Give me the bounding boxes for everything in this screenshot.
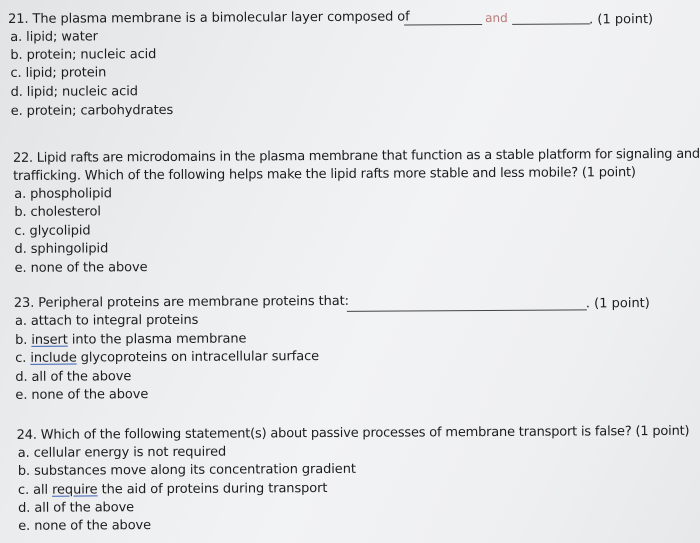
q21-option-d: d. lipid; nucleic acid xyxy=(10,84,138,100)
q24-option-c xyxy=(18,481,327,498)
q23-option-c xyxy=(15,349,319,366)
q22-option-e: e. none of the above xyxy=(14,260,148,276)
q22-option-d: d. sphingolipid xyxy=(14,241,109,257)
q21-stem: 21. The plasma membrane is a bimolecular layer composed of xyxy=(8,9,410,27)
q23-points: . (1 point) xyxy=(585,296,650,312)
q22-option-c: c. glycolipid xyxy=(14,223,91,239)
q24-option-d: d. all of the above xyxy=(18,500,135,516)
q21-blank-1[interactable] xyxy=(404,24,482,25)
q22-stem-line-2: trafficking. Which of the following helps make the lipid rafts more stable and less mobile? (1 point) xyxy=(13,165,636,184)
q23-option-c-rest: glycoproteins on intracellular surface xyxy=(76,349,320,366)
q23-option-e: e. none of the above xyxy=(15,387,149,403)
q23-option-b-prefix: b. xyxy=(15,332,32,348)
q22-option-a: a. phospholipid xyxy=(14,186,112,202)
q23-option-d: d. all of the above xyxy=(15,369,132,385)
q21-points: . (1 point) xyxy=(589,12,654,28)
q21-option-e: e. protein; carbohydrates xyxy=(10,102,174,119)
q24-stem: 24. Which of the following statement(s) about passive processes of membrane transport is false? (1 point) xyxy=(16,423,690,443)
q23-option-c-underlined-word: include xyxy=(30,350,77,366)
q24-option-e: e. none of the above xyxy=(18,518,152,534)
q22-option-b: b. cholesterol xyxy=(14,204,101,220)
q22-stem-line-1: 22. Lipid rafts are microdomains in the plasma membrane that function as a stable platform for signaling and xyxy=(12,146,700,166)
q21-option-b: b. protein; nucleic acid xyxy=(10,47,157,63)
q24-option-c-underlined-word: require xyxy=(51,482,98,498)
q21-option-a: a. lipid; water xyxy=(10,29,98,45)
q23-option-b-underlined-word: insert xyxy=(31,332,68,348)
q24-option-a: a. cellular energy is not required xyxy=(17,444,227,461)
q24-option-b: b. substances move along its concentration gradient xyxy=(17,461,356,479)
q23-stem: 23. Peripheral proteins are membrane proteins that: xyxy=(13,293,349,311)
q23-option-b-rest: into the plasma membrane xyxy=(67,331,247,348)
q21-blank-2[interactable] xyxy=(512,23,590,24)
q23-option-b xyxy=(15,332,246,348)
q23-option-c-prefix: c. xyxy=(15,350,31,366)
q24-option-c-rest: the aid of proteins during transport xyxy=(97,481,328,498)
q23-blank[interactable] xyxy=(347,309,587,311)
q21-option-c: c. lipid; protein xyxy=(10,65,107,81)
q21-and-word: and xyxy=(485,10,508,26)
q24-option-c-prefix: c. all xyxy=(17,482,53,498)
q23-option-a: a. attach to integral proteins xyxy=(14,312,199,329)
